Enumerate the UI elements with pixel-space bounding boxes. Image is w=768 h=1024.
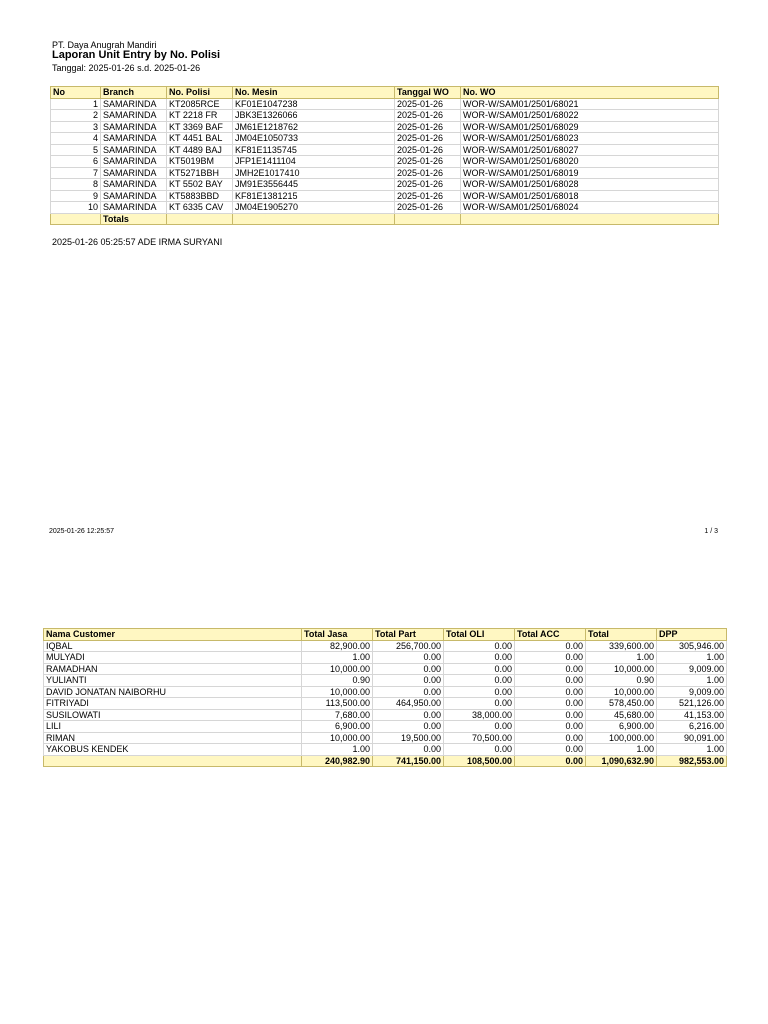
table-row	[51, 98, 719, 110]
report-date-range: Tanggal: 2025-01-26 s.d. 2025-01-26	[52, 63, 201, 73]
table-cell: 0.00	[515, 709, 586, 721]
table-cell: SAMARINDA	[101, 110, 167, 122]
table-cell: SAMARINDA	[101, 179, 167, 191]
table-cell: 2025-01-26	[395, 167, 461, 179]
table-cell: JBK3E1326066	[233, 110, 395, 122]
table-cell: 10,000.00	[302, 686, 373, 698]
table-cell: 2	[51, 110, 101, 122]
col-header-total-acc: Total ACC	[515, 629, 586, 641]
table-cell: 10,000.00	[586, 663, 657, 675]
table-row	[51, 156, 719, 168]
table-cell: 464,950.00	[373, 698, 444, 710]
table-cell: WOR-W/SAM01/2501/68028	[461, 179, 719, 191]
customer-totals-cell: 108,500.00	[444, 755, 515, 767]
table-cell: 521,126.00	[657, 698, 727, 710]
col-header-dpp: DPP	[657, 629, 727, 641]
table-cell: SAMARINDA	[101, 98, 167, 110]
unit-entry-table	[50, 86, 719, 225]
table-row	[44, 698, 727, 710]
table-cell: JM04E1050733	[233, 133, 395, 145]
table-cell: 7,680.00	[302, 709, 373, 721]
table-cell: 1	[51, 98, 101, 110]
col-header-nama-customer: Nama Customer	[44, 629, 302, 641]
table-row	[51, 144, 719, 156]
table-cell: KF81E1135745	[233, 144, 395, 156]
table-cell: 2025-01-26	[395, 98, 461, 110]
table-cell: JM04E1905270	[233, 202, 395, 214]
customer-totals-cell: 0.00	[515, 755, 586, 767]
table-cell: SUSILOWATI	[44, 709, 302, 721]
table-cell: DAVID JONATAN NAIBORHU	[44, 686, 302, 698]
table-cell: 0.00	[444, 698, 515, 710]
table-cell: KF01E1047238	[233, 98, 395, 110]
table-cell: RAMADHAN	[44, 663, 302, 675]
table-cell: SAMARINDA	[101, 133, 167, 145]
table-row	[51, 110, 719, 122]
table-cell: 9	[51, 190, 101, 202]
table-row	[51, 202, 719, 214]
table-cell: YULIANTI	[44, 675, 302, 687]
table-cell: 9,009.00	[657, 663, 727, 675]
table-cell: WOR-W/SAM01/2501/68024	[461, 202, 719, 214]
col-header-no-polisi: No. Polisi	[167, 87, 233, 99]
table-cell: 0.00	[515, 640, 586, 652]
table-cell: 41,153.00	[657, 709, 727, 721]
table-row	[51, 133, 719, 145]
unit-totals-cell	[395, 213, 461, 225]
table-cell: 0.00	[515, 721, 586, 733]
table-cell: 0.00	[444, 686, 515, 698]
table-cell: SAMARINDA	[101, 167, 167, 179]
table-cell: 1.00	[586, 744, 657, 756]
table-cell: KT5883BBD	[167, 190, 233, 202]
table-cell: 2025-01-26	[395, 144, 461, 156]
table-cell: 100,000.00	[586, 732, 657, 744]
table-cell: 0.00	[515, 686, 586, 698]
table-cell: 0.00	[444, 652, 515, 664]
table-cell: 0.90	[586, 675, 657, 687]
table-cell: 6	[51, 156, 101, 168]
unit-totals-label: Totals	[101, 213, 167, 225]
col-header-branch: Branch	[101, 87, 167, 99]
table-cell: KT 4489 BAJ	[167, 144, 233, 156]
table-cell: WOR-W/SAM01/2501/68020	[461, 156, 719, 168]
table-cell: 7	[51, 167, 101, 179]
unit-totals-cell	[233, 213, 395, 225]
table-cell: 1.00	[657, 744, 727, 756]
table-cell: 0.00	[444, 663, 515, 675]
table-cell: 339,600.00	[586, 640, 657, 652]
customer-totals-table	[43, 628, 727, 767]
table-cell: WOR-W/SAM01/2501/68029	[461, 121, 719, 133]
table-cell: 2025-01-26	[395, 133, 461, 145]
table-cell: YAKOBUS KENDEK	[44, 744, 302, 756]
table-cell: KT 5502 BAY	[167, 179, 233, 191]
table-cell: 45,680.00	[586, 709, 657, 721]
table-cell: 2025-01-26	[395, 156, 461, 168]
table-cell: RIMAN	[44, 732, 302, 744]
table-cell: KT 4451 BAL	[167, 133, 233, 145]
table-cell: 10,000.00	[586, 686, 657, 698]
table-cell: SAMARINDA	[101, 156, 167, 168]
table-row	[44, 640, 727, 652]
table-cell: 0.00	[515, 744, 586, 756]
customer-totals-cell: 982,553.00	[657, 755, 727, 767]
table-row	[44, 744, 727, 756]
customer-totals-cell: 240,982.90	[302, 755, 373, 767]
table-row	[44, 709, 727, 721]
table-row	[51, 167, 719, 179]
unit-table-header	[51, 87, 719, 99]
table-cell: MULYADI	[44, 652, 302, 664]
table-cell: 0.00	[373, 686, 444, 698]
table-cell: 9,009.00	[657, 686, 727, 698]
table-cell: 305,946.00	[657, 640, 727, 652]
unit-totals-cell	[167, 213, 233, 225]
table-cell: 0.00	[373, 709, 444, 721]
table-row	[44, 663, 727, 675]
table-cell: KT 3369 BAF	[167, 121, 233, 133]
table-cell: 0.00	[515, 663, 586, 675]
table-row	[44, 675, 727, 687]
table-row	[44, 652, 727, 664]
table-cell: JM61E1218762	[233, 121, 395, 133]
table-cell: 0.00	[373, 652, 444, 664]
report-user-timestamp: 2025-01-26 05:25:57 ADE IRMA SURYANI	[52, 237, 223, 247]
table-cell: KF81E1381215	[233, 190, 395, 202]
table-cell: WOR-W/SAM01/2501/68023	[461, 133, 719, 145]
table-cell: 1.00	[657, 652, 727, 664]
table-cell: 82,900.00	[302, 640, 373, 652]
table-cell: 10,000.00	[302, 663, 373, 675]
table-row	[44, 732, 727, 744]
table-cell: SAMARINDA	[101, 190, 167, 202]
col-header-total-oli: Total OLI	[444, 629, 515, 641]
table-cell: SAMARINDA	[101, 202, 167, 214]
table-cell: 2025-01-26	[395, 190, 461, 202]
customer-totals-cell: 741,150.00	[373, 755, 444, 767]
table-row	[51, 190, 719, 202]
table-cell: WOR-W/SAM01/2501/68022	[461, 110, 719, 122]
table-cell: 19,500.00	[373, 732, 444, 744]
unit-totals-cell	[461, 213, 719, 225]
table-cell: 5	[51, 144, 101, 156]
table-cell: 0.00	[373, 675, 444, 687]
table-cell: WOR-W/SAM01/2501/68027	[461, 144, 719, 156]
page-number: 1 / 3	[704, 528, 718, 535]
customer-totals-cell	[44, 755, 302, 767]
col-header-total-part: Total Part	[373, 629, 444, 641]
table-cell: 0.00	[444, 721, 515, 733]
table-cell: 113,500.00	[302, 698, 373, 710]
table-row	[44, 721, 727, 733]
table-cell: 2025-01-26	[395, 179, 461, 191]
table-cell: JM91E3556445	[233, 179, 395, 191]
report-title: Laporan Unit Entry by No. Polisi	[52, 49, 221, 61]
table-cell: WOR-W/SAM01/2501/68019	[461, 167, 719, 179]
table-cell: 8	[51, 179, 101, 191]
customer-table-header	[44, 629, 727, 641]
table-cell: 0.00	[515, 732, 586, 744]
table-cell: JFP1E1411104	[233, 156, 395, 168]
table-cell: 578,450.00	[586, 698, 657, 710]
table-cell: JMH2E1017410	[233, 167, 395, 179]
col-header-no-mesin: No. Mesin	[233, 87, 395, 99]
table-cell: 10,000.00	[302, 732, 373, 744]
table-cell: 1.00	[586, 652, 657, 664]
table-cell: LILI	[44, 721, 302, 733]
table-cell: 90,091.00	[657, 732, 727, 744]
table-cell: KT 6335 CAV	[167, 202, 233, 214]
table-row	[44, 686, 727, 698]
table-cell: 1.00	[302, 744, 373, 756]
col-header-tanggal-wo: Tanggal WO	[395, 87, 461, 99]
table-cell: SAMARINDA	[101, 144, 167, 156]
col-header-total: Total	[586, 629, 657, 641]
table-cell: 0.00	[444, 640, 515, 652]
table-cell: 6,216.00	[657, 721, 727, 733]
table-cell: 3	[51, 121, 101, 133]
col-header-no: No	[51, 87, 101, 99]
customer-totals-cell: 1,090,632.90	[586, 755, 657, 767]
table-cell: 1.00	[302, 652, 373, 664]
table-cell: 2025-01-26	[395, 121, 461, 133]
table-cell: IQBAL	[44, 640, 302, 652]
table-cell: KT5271BBH	[167, 167, 233, 179]
table-cell: 1.00	[657, 675, 727, 687]
table-cell: WOR-W/SAM01/2501/68021	[461, 98, 719, 110]
table-cell: 0.00	[373, 663, 444, 675]
table-cell: FITRIYADI	[44, 698, 302, 710]
table-cell: 0.00	[515, 652, 586, 664]
table-cell: KT 2218 FR	[167, 110, 233, 122]
unit-totals-row	[51, 213, 719, 225]
table-cell: 10	[51, 202, 101, 214]
table-cell: 6,900.00	[302, 721, 373, 733]
table-cell: 0.00	[373, 744, 444, 756]
table-row	[51, 121, 719, 133]
table-cell: 256,700.00	[373, 640, 444, 652]
table-cell: 0.00	[373, 721, 444, 733]
table-cell: KT5019BM	[167, 156, 233, 168]
table-cell: 0.00	[515, 675, 586, 687]
company-name: PT. Daya Anugrah Mandiri	[52, 40, 157, 50]
col-header-total-jasa: Total Jasa	[302, 629, 373, 641]
table-cell: 2025-01-26	[395, 110, 461, 122]
table-cell: 0.00	[444, 744, 515, 756]
print-timestamp: 2025-01-26 12:25:57	[49, 528, 114, 535]
table-cell: 6,900.00	[586, 721, 657, 733]
table-cell: 70,500.00	[444, 732, 515, 744]
table-cell: 0.00	[515, 698, 586, 710]
table-cell: 0.90	[302, 675, 373, 687]
table-cell: 4	[51, 133, 101, 145]
customer-totals-row	[44, 755, 727, 767]
table-row	[51, 179, 719, 191]
table-cell: KT2085RCE	[167, 98, 233, 110]
table-cell: 38,000.00	[444, 709, 515, 721]
table-cell: 0.00	[444, 675, 515, 687]
table-cell: SAMARINDA	[101, 121, 167, 133]
table-cell: 2025-01-26	[395, 202, 461, 214]
table-cell: WOR-W/SAM01/2501/68018	[461, 190, 719, 202]
unit-totals-cell	[51, 213, 101, 225]
col-header-no-wo: No. WO	[461, 87, 719, 99]
